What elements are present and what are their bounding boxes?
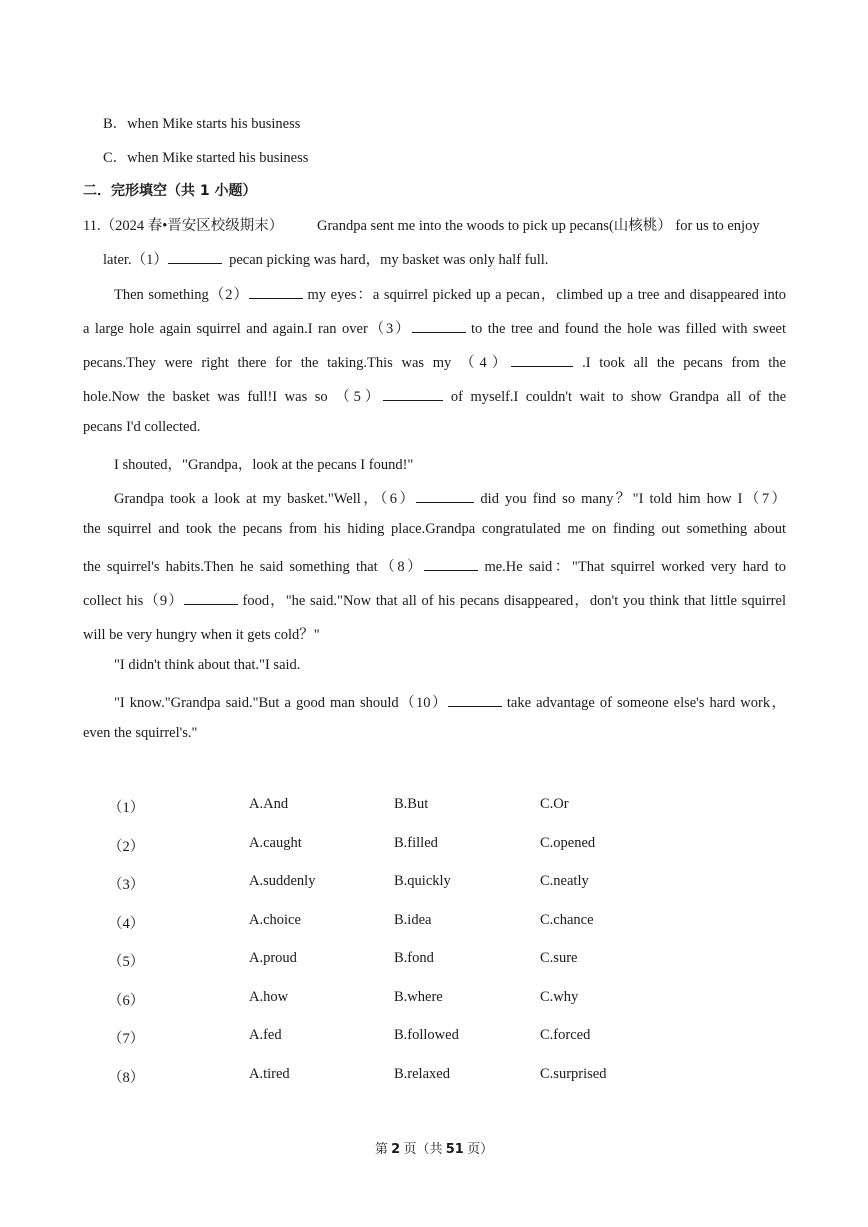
blank-9[interactable] [184,590,238,605]
option-c[interactable]: C.chance [540,912,594,928]
option-number: （6） [108,993,145,1009]
page-number: 2 [391,1142,401,1157]
passage-line: Grandpa sent me into the woods to pick up pecans(山核桃） for us to enjoy [317,218,760,234]
passage-line: Grandpa took a look at my basket."Well，（6） did you find so many？"I told him how I（7） [114,487,786,508]
passage-line: "I know."Grandpa said."But a good man should（10） take advantage of someone else's hard work， [114,691,786,712]
passage-line: collect his（9） food，"he said."Now that all of his pecans disappeared，don't you think that little squirrel [83,589,786,610]
option-c: C．when Mike started his business [103,150,309,166]
option-b[interactable]: B.quickly [394,873,451,889]
passage-line: I shouted，"Grandpa，look at the pecans I found!" [114,457,414,473]
passage-line: "I didn't think about that."I said. [114,657,301,673]
option-b[interactable]: B.But [394,796,429,812]
option-row [0,1027,868,1047]
blank-6[interactable] [416,488,474,503]
option-c[interactable]: C.forced [540,1027,591,1043]
passage-line: Then something（2） my eyes：a squirrel picked up a pecan，climbed up a tree and disappeared into [114,283,786,304]
option-number: （4） [108,916,145,932]
option-row [0,912,868,932]
passage-line: a large hole again squirrel and again.I ran over（3） to the tree and found the hole was filled with sweet [83,317,786,338]
blank-3[interactable] [412,318,466,333]
option-a[interactable]: A.how [249,989,289,1005]
option-a[interactable]: A.suddenly [249,873,316,889]
passage-line: pecans.They were right there for the taking.This was my （4） .I took all the pecans from the [83,351,786,372]
option-a[interactable]: A.fed [249,1027,282,1043]
option-c[interactable]: C.surprised [540,1066,607,1082]
blank-8[interactable] [424,556,478,571]
option-number: （2） [108,839,145,855]
page-total: 51 [445,1142,464,1157]
question-number: 11. [83,218,101,234]
option-a[interactable]: A.choice [249,912,301,928]
passage-line: hole.Now the basket was full!I was so （5） of myself.I couldn't wait to show Grandpa all of the [83,385,786,406]
option-b[interactable]: B.relaxed [394,1066,450,1082]
page-footer: 第 2 页（共 51 页） [374,1141,494,1157]
option-a[interactable]: A.And [249,796,289,812]
option-b[interactable]: B.where [394,989,443,1005]
passage-line: later.（1） pecan picking was hard，my basket was only half full. [103,248,548,269]
option-number: （3） [108,877,145,893]
option-a[interactable]: A.caught [249,835,302,851]
option-row [0,835,868,855]
passage-line: pecans I'd collected. [83,419,201,435]
option-row [0,873,868,893]
option-a[interactable]: A.tired [249,1066,290,1082]
option-b[interactable]: B.followed [394,1027,459,1043]
option-b[interactable]: B.idea [394,912,432,928]
option-c[interactable]: C.opened [540,835,596,851]
option-row [0,989,868,1009]
option-a[interactable]: A.proud [249,950,297,966]
passage-line: will be very hungry when it gets cold？" [83,627,320,643]
option-c[interactable]: C.sure [540,950,578,966]
option-row [0,1066,868,1086]
option-number: （7） [108,1031,145,1047]
blank-10[interactable] [448,692,502,707]
passage-line: the squirrel and took the pecans from his hiding place.Grandpa congratulated me on finding out something about [83,521,786,537]
question-header [83,214,786,235]
option-b: B．when Mike starts his business [103,116,301,132]
option-number: （1） [108,800,145,816]
option-row [0,796,868,816]
blank-5[interactable] [383,386,443,401]
option-b[interactable]: B.fond [394,950,434,966]
passage-line: even the squirrel's." [83,725,198,741]
option-c[interactable]: C.Or [540,796,569,812]
option-number: （8） [108,1070,145,1086]
option-c[interactable]: C.neatly [540,873,589,889]
blank-4[interactable] [511,352,573,367]
section-heading: 二．完形填空（共 1 小题） [83,183,257,199]
blank-2[interactable] [249,284,303,299]
question-source: （2024 春•晋安区校级期末） [100,218,284,234]
blank-1[interactable] [168,249,222,264]
passage-line: the squirrel's habits.Then he said something that（8） me.He said："That squirrel worked very hard to [83,555,786,576]
option-b[interactable]: B.filled [394,835,438,851]
option-row [0,950,868,970]
option-c[interactable]: C.why [540,989,579,1005]
option-number: （5） [108,954,145,970]
